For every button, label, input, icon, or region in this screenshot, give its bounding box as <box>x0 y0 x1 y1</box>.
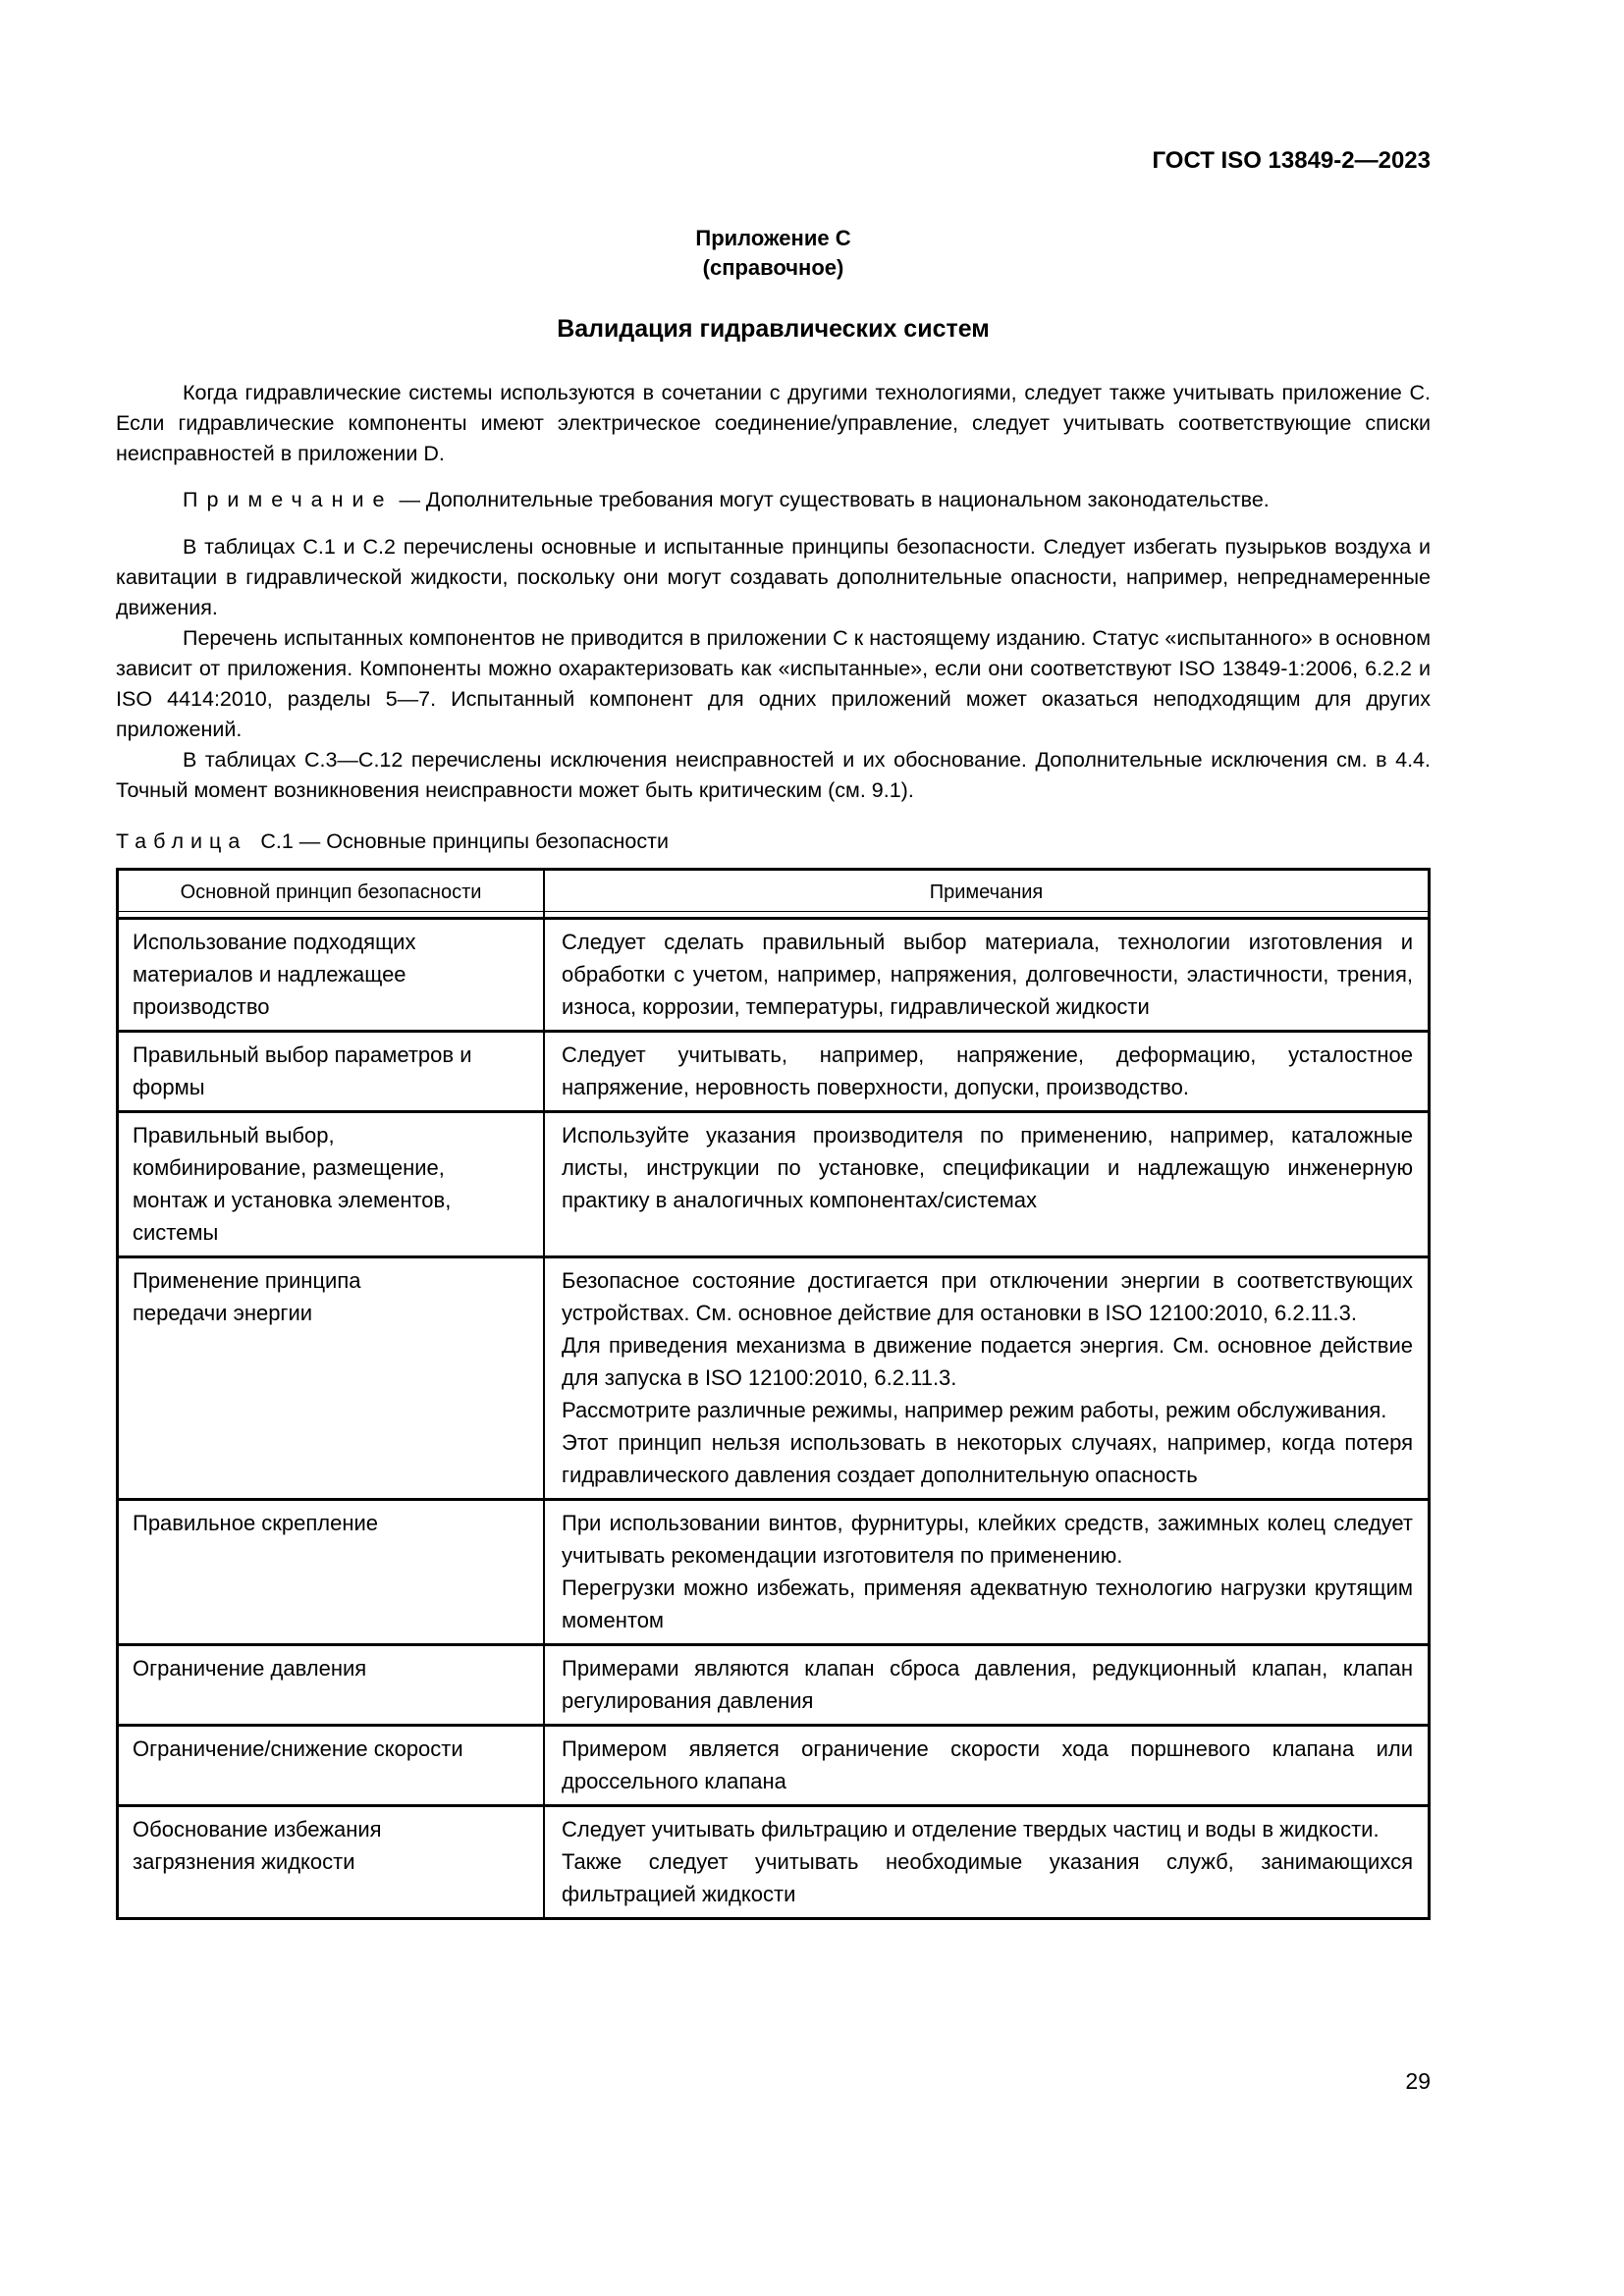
principle-line: Правильное скрепление <box>133 1511 379 1535</box>
paragraph-4: В таблицах С.3—С.12 перечислены исключения неисправностей и их обоснование. Дополнительные исключения см. в 4.4. Точный момент возникновения неисправности может быть критическим (см. 9.1). <box>116 748 1431 802</box>
notes-paragraph: Также следует учитывать необходимые указания служб, занимающихся фильтрацией жидкости <box>562 1849 1413 1906</box>
notes-cell <box>545 1807 1428 1917</box>
principle-line: Ограничение/снижение скорости <box>133 1736 463 1761</box>
principle-cell <box>119 1258 545 1501</box>
table-row <box>119 1501 1428 1646</box>
notes-cell <box>545 1727 1428 1807</box>
paragraph-3: Перечень испытанных компонентов не приводится в приложении С к настоящему изданию. Статус «испытанного» в основном зависит от приложения. Компоненты можно охарактеризовать как «испытанные», если они соответствуют ISO 13849-1:2006, 6.2.2 и ISO 4414:2010, разделы 5—7. Испытанный компонент для одних приложений может оказаться неподходящим для других приложений. <box>116 626 1431 741</box>
principle-line: монтаж и установка элементов, <box>133 1188 452 1212</box>
principle-cell <box>119 1113 545 1258</box>
note-text: — Дополнительные требования могут существовать в национальном законодательстве. <box>399 488 1270 511</box>
notes-paragraph: Следует учитывать, например, напряжение, деформацию, усталостное напряжение, неровность поверхности, допуски, производство. <box>562 1042 1413 1099</box>
notes-paragraph: Перегрузки можно избежать, применяя адекватную технологию нагрузки крутящим моментом <box>562 1575 1413 1632</box>
table-caption-text: С.1 — Основные принципы безопасности <box>260 829 669 853</box>
notes-paragraph: Используйте указания производителя по применению, например, каталожные листы, инструкции по установке, спецификации и надлежащую инженерную практику в аналогичных компонентах/системах <box>562 1123 1413 1212</box>
notes-cell <box>545 920 1428 1033</box>
principle-line: системы <box>133 1220 219 1245</box>
notes-cell <box>545 1113 1428 1258</box>
notes-paragraph: Примером является ограничение скорости хода поршневого клапана или дроссельного клапана <box>562 1736 1413 1793</box>
notes-cell <box>545 1258 1428 1501</box>
notes-paragraph: Рассмотрите различные режимы, например режим работы, режим обслуживания. <box>562 1398 1387 1422</box>
notes-cell <box>545 1033 1428 1113</box>
principle-line: Ограничение давления <box>133 1656 367 1681</box>
annex-subtitle: (справочное) <box>702 255 844 280</box>
principle-line: Правильный выбор, <box>133 1123 335 1148</box>
table-row <box>119 1113 1428 1258</box>
principle-line: Использование подходящих <box>133 930 416 954</box>
notes-paragraph: При использовании винтов, фурнитуры, клейких средств, зажимных колец следует учитывать рекомендации изготовителя по применению. <box>562 1511 1413 1568</box>
note-label: Примечание <box>183 488 394 511</box>
page-title: Валидация гидравлических систем <box>557 315 990 343</box>
notes-paragraph: Следует сделать правильный выбор материала, технологии изготовления и обработки с учетом, например, напряжения, долговечности, эластичности, трения, износа, коррозии, температуры, гидравлической жидкости <box>562 930 1413 1019</box>
page-number: 29 <box>1405 2068 1431 2094</box>
standard-code: ГОСТ ISO 13849-2—2023 <box>1152 147 1431 174</box>
notes-paragraph: Безопасное состояние достигается при отключении энергии в соответствующих устройствах. См. основное действие для остановки в ISO 12100:2010, 6.2.11.3. <box>562 1268 1413 1325</box>
note-paragraph <box>116 485 1431 515</box>
principle-line: Обоснование избежания <box>133 1817 382 1842</box>
principle-line: формы <box>133 1075 205 1099</box>
principle-cell <box>119 1033 545 1113</box>
principle-cell <box>119 1646 545 1727</box>
notes-paragraph: Этот принцип нельзя использовать в некоторых случаях, например, когда потеря гидравлического давления создает дополнительную опасность <box>562 1430 1413 1487</box>
principle-cell <box>119 1727 545 1807</box>
column-header-notes: Примечания <box>545 871 1428 920</box>
principle-line: передачи энергии <box>133 1301 313 1325</box>
table-caption-label: Таблица <box>116 829 247 853</box>
principle-line: загрязнения жидкости <box>133 1849 355 1874</box>
table-row <box>119 1646 1428 1727</box>
notes-paragraph: Следует учитывать фильтрацию и отделение твердых частиц и воды в жидкости. <box>562 1817 1380 1842</box>
principle-line: материалов и надлежащее <box>133 962 406 987</box>
table-row <box>119 920 1428 1033</box>
notes-cell <box>545 1501 1428 1646</box>
table-caption <box>116 827 1431 857</box>
principle-line: комбинирование, размещение, <box>133 1155 445 1180</box>
notes-paragraph: Для приведения механизма в движение подается энергия. См. основное действие для запуска в ISO 12100:2010, 6.2.11.3. <box>562 1333 1413 1390</box>
principle-cell <box>119 920 545 1033</box>
principle-line: Применение принципа <box>133 1268 361 1293</box>
table-row <box>119 1033 1428 1113</box>
annex-heading <box>116 224 1431 283</box>
principle-line: Правильный выбор параметров и <box>133 1042 472 1067</box>
table-header-row <box>119 871 1428 920</box>
notes-cell <box>545 1646 1428 1727</box>
principle-cell <box>119 1501 545 1646</box>
principle-line: производство <box>133 994 270 1019</box>
table-row <box>119 1258 1428 1501</box>
notes-paragraph: Примерами являются клапан сброса давления, редукционный клапан, клапан регулирования давления <box>562 1656 1413 1713</box>
annex-title: Приложение С <box>695 226 851 250</box>
document-body <box>116 378 1431 1920</box>
table-row <box>119 1807 1428 1917</box>
safety-principles-table <box>116 868 1431 1920</box>
paragraph-1: Когда гидравлические системы используются в сочетании с другими технологиями, следует также учитывать приложение С. Если гидравлические компоненты имеют электрическое соединение/управление, следует учитывать соответствующие списки неисправностей в приложении D. <box>116 381 1431 465</box>
paragraph-2: В таблицах С.1 и С.2 перечислены основные и испытанные принципы безопасности. Следует избегать пузырьков воздуха и кавитации в гидравлической жидкости, поскольку они могут создавать дополнительные опасности, например, непреднамеренные движения. <box>116 535 1431 619</box>
principle-cell <box>119 1807 545 1917</box>
column-header-principle: Основной принцип безопасности <box>119 871 545 920</box>
table-row <box>119 1727 1428 1807</box>
